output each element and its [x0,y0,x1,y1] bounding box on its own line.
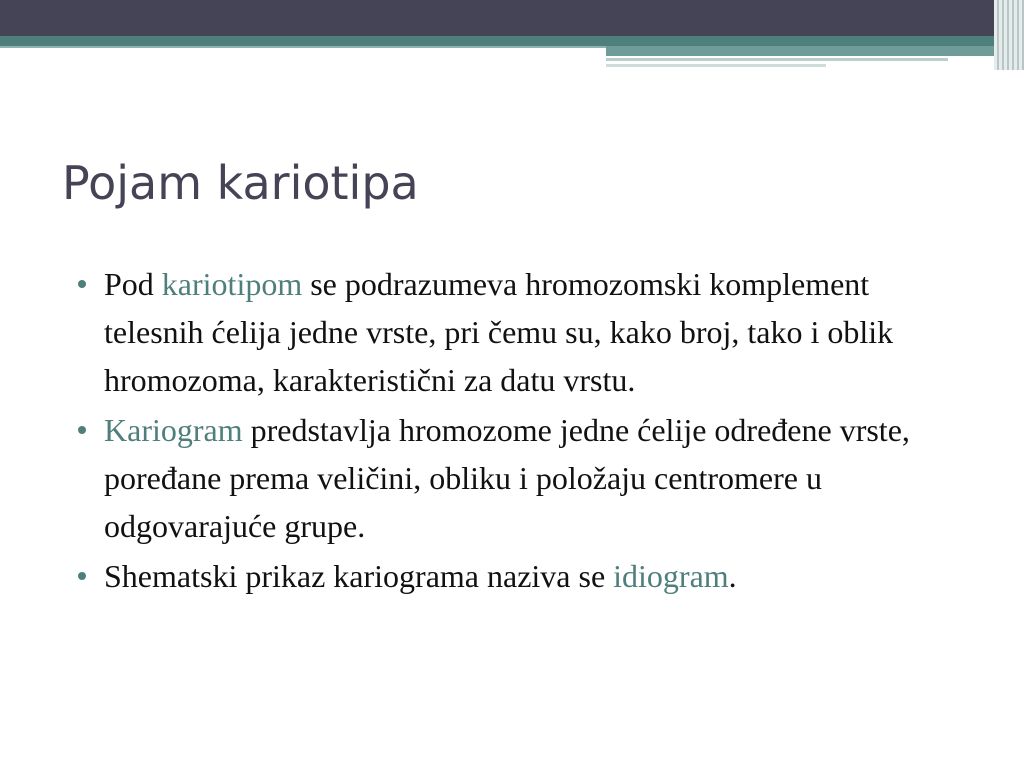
highlighted-term: idiogram [613,558,729,594]
header-band-teal [0,36,1024,46]
highlighted-term: kariotipom [161,266,303,302]
highlighted-term: Kariogram [104,412,243,448]
header-band-teal-light [0,46,606,48]
bullet-text: predstavlja hromozome jedne ćelije određene vrste, poređane prema veličini, obliku i položaju centromere u odgovarajuće grupe. [104,412,910,544]
header-band-dark [0,0,1024,36]
slide-title: Pojam kariotipa [62,156,419,210]
header-thin-line [606,58,948,61]
bullet-text: Pod [104,266,162,302]
header-stripes [994,0,1024,70]
bullet-item [76,552,976,600]
header-band-step [606,46,1024,56]
bullet-text: se podrazumeva hromozomski komplement telesnih ćelija jedne vrste, pri čemu su, kako broj, tako i oblik hromozoma, karakteristični za datu vrstu. [104,266,894,398]
bullet-list [76,260,976,602]
header-thin-line [606,64,826,67]
bullet-item [76,260,976,404]
bullet-text: . [728,558,737,594]
bullet-text: Shematski prikaz kariograma naziva se [104,558,614,594]
bullet-item [76,406,976,550]
